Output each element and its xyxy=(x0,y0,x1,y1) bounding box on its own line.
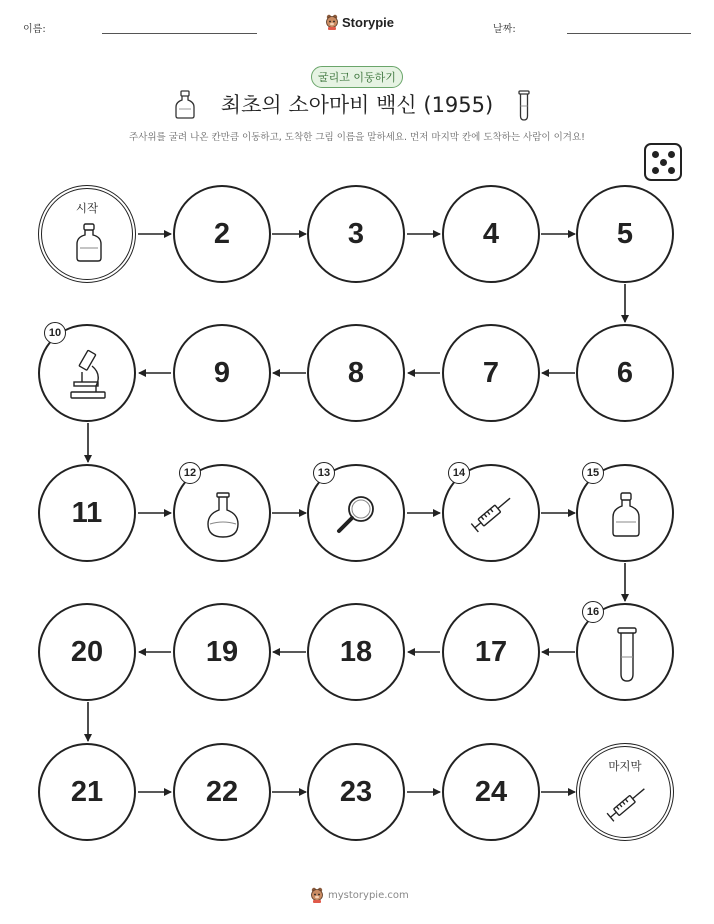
date-label: 날짜: xyxy=(493,24,516,35)
board-cell-10[interactable] xyxy=(38,324,136,422)
board-cell-20[interactable] xyxy=(38,603,136,701)
cell-number-badge: 16 xyxy=(582,601,604,623)
cell-number: 21 xyxy=(70,775,104,808)
board-cell-19[interactable] xyxy=(173,603,271,701)
syringe-icon xyxy=(466,488,518,540)
board-cell-5[interactable] xyxy=(576,185,674,283)
microscope-icon xyxy=(68,348,108,402)
cell-number: 24 xyxy=(474,775,508,808)
footer xyxy=(310,887,409,903)
cell-number: 6 xyxy=(616,356,634,389)
board-cell-21[interactable] xyxy=(38,743,136,841)
board-cell-15[interactable] xyxy=(576,464,674,562)
name-label: 이름: xyxy=(23,24,46,35)
board-cell-6[interactable] xyxy=(576,324,674,422)
storypie-mascot-icon xyxy=(310,887,324,903)
board-cell-16[interactable] xyxy=(576,603,674,701)
board-cell-finish[interactable] xyxy=(576,743,674,841)
cell-number: 20 xyxy=(70,635,104,668)
board-cell-13[interactable] xyxy=(307,464,405,562)
bottle-icon xyxy=(75,223,103,263)
syringe-icon xyxy=(602,779,652,829)
cell-number-badge: 13 xyxy=(313,462,335,484)
instructions: 주사위를 굴려 나온 칸만큼 이동하고, 도착한 그림 이름을 말하세요. 먼저 마지막 칸에 도착하는 사람이 이겨요! xyxy=(129,132,585,143)
cell-number: 2 xyxy=(213,217,231,250)
board-cell-9[interactable] xyxy=(173,324,271,422)
cell-number: 17 xyxy=(474,635,508,668)
cell-number: 18 xyxy=(339,635,373,668)
bottle-icon xyxy=(611,492,641,538)
board-cell-22[interactable] xyxy=(173,743,271,841)
brand-name: Storypie xyxy=(342,14,395,30)
cell-number: 3 xyxy=(347,217,365,250)
board-cell-17[interactable] xyxy=(442,603,540,701)
cell-number: 11 xyxy=(71,496,103,529)
cell-number-badge: 10 xyxy=(44,322,66,344)
cell-number-badge: 15 xyxy=(582,462,604,484)
board-cell-11[interactable] xyxy=(38,464,136,562)
board-cell-18[interactable] xyxy=(307,603,405,701)
board-cell-start[interactable] xyxy=(38,185,136,283)
cell-number: 9 xyxy=(213,356,231,389)
board-cell-14[interactable] xyxy=(442,464,540,562)
flask-icon xyxy=(205,492,241,540)
finish-label: 마지막 xyxy=(608,759,642,773)
start-label: 시작 xyxy=(75,201,99,215)
board-cell-3[interactable] xyxy=(307,185,405,283)
board-cell-4[interactable] xyxy=(442,185,540,283)
board-cell-2[interactable] xyxy=(173,185,271,283)
footer-site[interactable]: mystorypie.com xyxy=(328,889,409,901)
cell-number: 4 xyxy=(482,217,500,250)
cell-number: 22 xyxy=(205,775,239,808)
activity-badge: 굴리고 이동하기 xyxy=(311,66,403,88)
board-cell-8[interactable] xyxy=(307,324,405,422)
cell-number: 5 xyxy=(616,217,634,250)
cell-number: 7 xyxy=(482,356,500,389)
cell-number: 8 xyxy=(347,356,365,389)
cell-number: 23 xyxy=(339,775,373,808)
board-cell-24[interactable] xyxy=(442,743,540,841)
test-tube-icon xyxy=(616,627,638,683)
cell-number-badge: 14 xyxy=(448,462,470,484)
cell-number: 19 xyxy=(205,635,239,668)
magnifier-icon xyxy=(335,492,379,536)
cell-number-badge: 12 xyxy=(179,462,201,484)
board-cell-23[interactable] xyxy=(307,743,405,841)
page-title: 최초의 소아마비 백신 (1955) xyxy=(220,93,494,117)
board-cell-12[interactable] xyxy=(173,464,271,562)
board-cell-7[interactable] xyxy=(442,324,540,422)
